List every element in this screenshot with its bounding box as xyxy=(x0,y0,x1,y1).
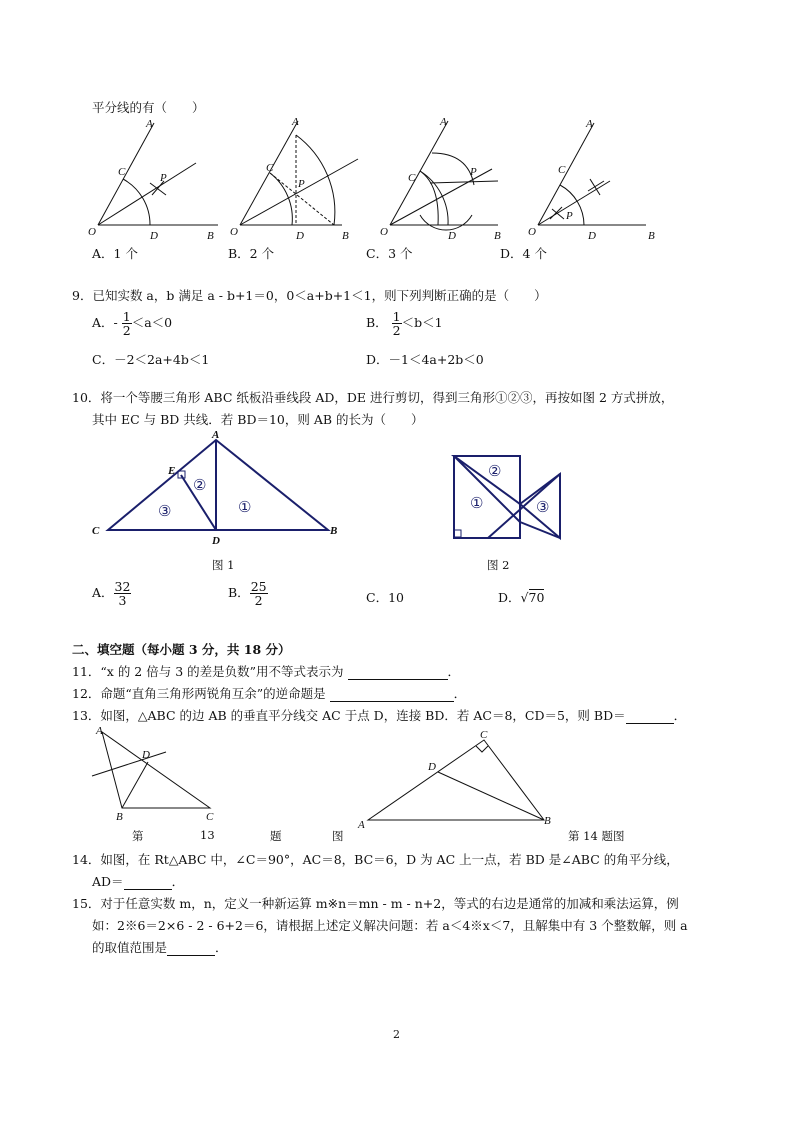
fig-a-label-b: B xyxy=(207,230,214,242)
q14-answer-blank[interactable] xyxy=(124,874,172,890)
q9-option-b-fraction: $\frac{1}{2}$ xyxy=(392,309,401,339)
q8-option-c[interactable]: C．3 个 xyxy=(366,246,413,261)
q13-caption-4: 图 xyxy=(332,829,344,843)
q10-figure-1 xyxy=(88,430,348,545)
q9-option-b[interactable] xyxy=(366,310,443,337)
q14-line1: 14．如图，在 Rt△ABC 中，∠C＝90°，AC＝8，BC＝6，D 为 AC 上一点，若 BD 是∠ABC 的角平分线， xyxy=(72,852,679,867)
q15-answer-blank[interactable] xyxy=(167,940,215,956)
fig-d-label-a: A xyxy=(586,118,593,130)
q10-fig2-caption: 图 2 xyxy=(487,558,510,572)
fig-d-label-o: O xyxy=(528,226,536,238)
q9-option-b-prefix: B． xyxy=(366,315,388,331)
fig1-label-c: C xyxy=(92,525,100,537)
q13-label-a: A xyxy=(96,725,103,737)
q10-option-d[interactable] xyxy=(498,588,544,606)
q10-option-b-fraction: $\frac{25}{2}$ xyxy=(250,579,267,609)
q10-stem-line1: 10．将一个等腰三角形 ABC 纸板沿垂线段 AD，DE 进行剪切，得到三角形①②③，再按如图 2 方式拼放， xyxy=(72,390,674,405)
q11: 11．“x 的 2 倍与 3 的差是负数”用不等式表示为 ． xyxy=(72,664,461,679)
fig1-label-b: B xyxy=(330,525,338,537)
q10-figure-2 xyxy=(448,452,568,542)
q10-stem-line2: 其中 EC 与 BD 共线．若 BD＝10，则 AB 的长为（ ） xyxy=(92,412,424,427)
page-number: 2 xyxy=(393,1028,400,1041)
q9-option-a-suffix: ＜a＜0 xyxy=(131,315,173,331)
q13-caption-1: 第 xyxy=(132,829,144,843)
fig2-piece-1: ① xyxy=(470,496,484,512)
q10-option-d-radicand: 70 xyxy=(528,590,545,605)
fig-c-label-p: P xyxy=(470,166,477,178)
q13: 13．如图，△ABC 的边 AB 的垂直平分线交 AC 于点 D，连接 BD．若 AC＝8，CD＝5，则 BD＝ ． xyxy=(72,708,687,723)
q13-answer-blank[interactable] xyxy=(626,708,674,724)
fig-b-label-d: D xyxy=(296,230,304,242)
fig-a-label-a: A xyxy=(146,118,153,130)
q10-option-a-fraction: $\frac{32}{3}$ xyxy=(114,579,131,609)
fig-b-label-o: O xyxy=(230,226,238,238)
fig1-piece-3: ③ xyxy=(158,504,172,520)
q13-label-b: B xyxy=(116,811,123,823)
q12-answer-blank[interactable] xyxy=(330,686,454,702)
q8-figure-c xyxy=(380,115,510,245)
fig2-piece-3: ③ xyxy=(536,500,550,516)
q14-label-c: C xyxy=(480,729,488,741)
q8-option-d[interactable]: D．4 个 xyxy=(500,246,547,261)
q9-option-c[interactable]: C．－2＜2a+4b＜1 xyxy=(92,352,210,367)
q15-line1: 15．对于任意实数 m，n，定义一种新运算 m※n＝mn - m - n+2，等式的右边是通常的加减和乘法运算，例 xyxy=(72,896,679,911)
q12: 12．命题“直角三角形两锐角互余”的逆命题是 ． xyxy=(72,686,467,701)
fig-b-label-c: C xyxy=(266,162,274,174)
fig-a-label-p: P xyxy=(160,172,167,184)
q8-figure-b xyxy=(230,115,365,245)
fig-c-label-c: C xyxy=(408,172,416,184)
fig1-piece-1: ① xyxy=(238,500,252,516)
section2-title: 二、填空题（每小题 3 分，共 18 分） xyxy=(72,642,291,657)
sqrt-icon: √ xyxy=(520,590,529,605)
q14-label-d: D xyxy=(428,761,436,773)
fig-a-label-o: O xyxy=(88,226,96,238)
fig2-piece-2: ② xyxy=(488,464,502,480)
q14-caption: 第 14 题图 xyxy=(568,829,625,843)
fig1-label-d: D xyxy=(212,535,220,547)
q9-option-a-minus: - xyxy=(113,315,118,331)
q8-lead: 平分线的有（ ） xyxy=(92,100,205,115)
q9-stem: 9．已知实数 a，b 满足 a - b+1＝0，0＜a+b+1＜1，则下列判断正确的是（ ） xyxy=(72,288,547,303)
q14-figure xyxy=(356,726,566,831)
q13-figure xyxy=(88,722,228,832)
q14-label-b: B xyxy=(544,815,551,827)
q10-fig1-caption: 图 1 xyxy=(212,558,235,572)
q15-line3: 的取值范围是 ． xyxy=(92,940,228,955)
q9-option-a-fraction: $\frac{1}{2}$ xyxy=(122,309,131,339)
fig-d-label-b: B xyxy=(648,230,655,242)
fig-d-label-p: P xyxy=(566,210,573,222)
q10-option-a-prefix: A． xyxy=(92,585,114,601)
q10-option-d-prefix: D． xyxy=(498,590,521,605)
q13-label-d: D xyxy=(142,749,150,761)
fig-c-label-a: A xyxy=(440,116,447,128)
q8-figure-a xyxy=(88,115,228,245)
q10-option-b-prefix: B． xyxy=(228,585,250,601)
fig-b-label-a: A xyxy=(292,116,299,128)
q8-figure-d xyxy=(528,115,668,245)
q13-label-c: C xyxy=(206,811,214,823)
fig1-label-e: E xyxy=(168,465,176,477)
fig-c-label-b: B xyxy=(494,230,501,242)
fig-a-label-c: C xyxy=(118,166,126,178)
fig-a-label-d: D xyxy=(150,230,158,242)
q15-line2: 如：2※6＝2×6 - 2 - 6+2＝6，请根据上述定义解决问题：若 a＜4※x＜7，且解集中有 3 个整数解，则 a xyxy=(92,918,688,933)
q11-answer-blank[interactable] xyxy=(348,664,448,680)
fig-c-label-d: D xyxy=(448,230,456,242)
fig-d-label-d: D xyxy=(588,230,596,242)
q9-option-a-prefix: A． xyxy=(92,315,114,331)
q10-option-c[interactable]: C．10 xyxy=(366,590,404,605)
q9-option-a[interactable] xyxy=(92,310,172,337)
q9-option-b-suffix: ＜b＜1 xyxy=(401,315,443,331)
q14-label-a: A xyxy=(358,819,365,831)
q10-option-b[interactable] xyxy=(228,580,268,607)
q9-option-d[interactable]: D．－1＜4a+2b＜0 xyxy=(366,352,484,367)
q8-option-b[interactable]: B．2 个 xyxy=(228,246,275,261)
fig1-piece-2: ② xyxy=(193,478,207,494)
q8-option-a[interactable]: A．1 个 xyxy=(92,246,138,261)
fig-c-label-o: O xyxy=(380,226,388,238)
fig-d-label-c: C xyxy=(558,164,566,176)
q13-caption-2: 13 xyxy=(200,828,215,842)
fig-b-label-b: B xyxy=(342,230,349,242)
q10-option-a[interactable] xyxy=(92,580,131,607)
q14-line2: AD＝ ． xyxy=(92,874,185,889)
fig1-label-a: A xyxy=(212,429,220,441)
q13-caption-3: 题 xyxy=(270,829,282,843)
fig-b-label-p: P xyxy=(298,178,305,190)
